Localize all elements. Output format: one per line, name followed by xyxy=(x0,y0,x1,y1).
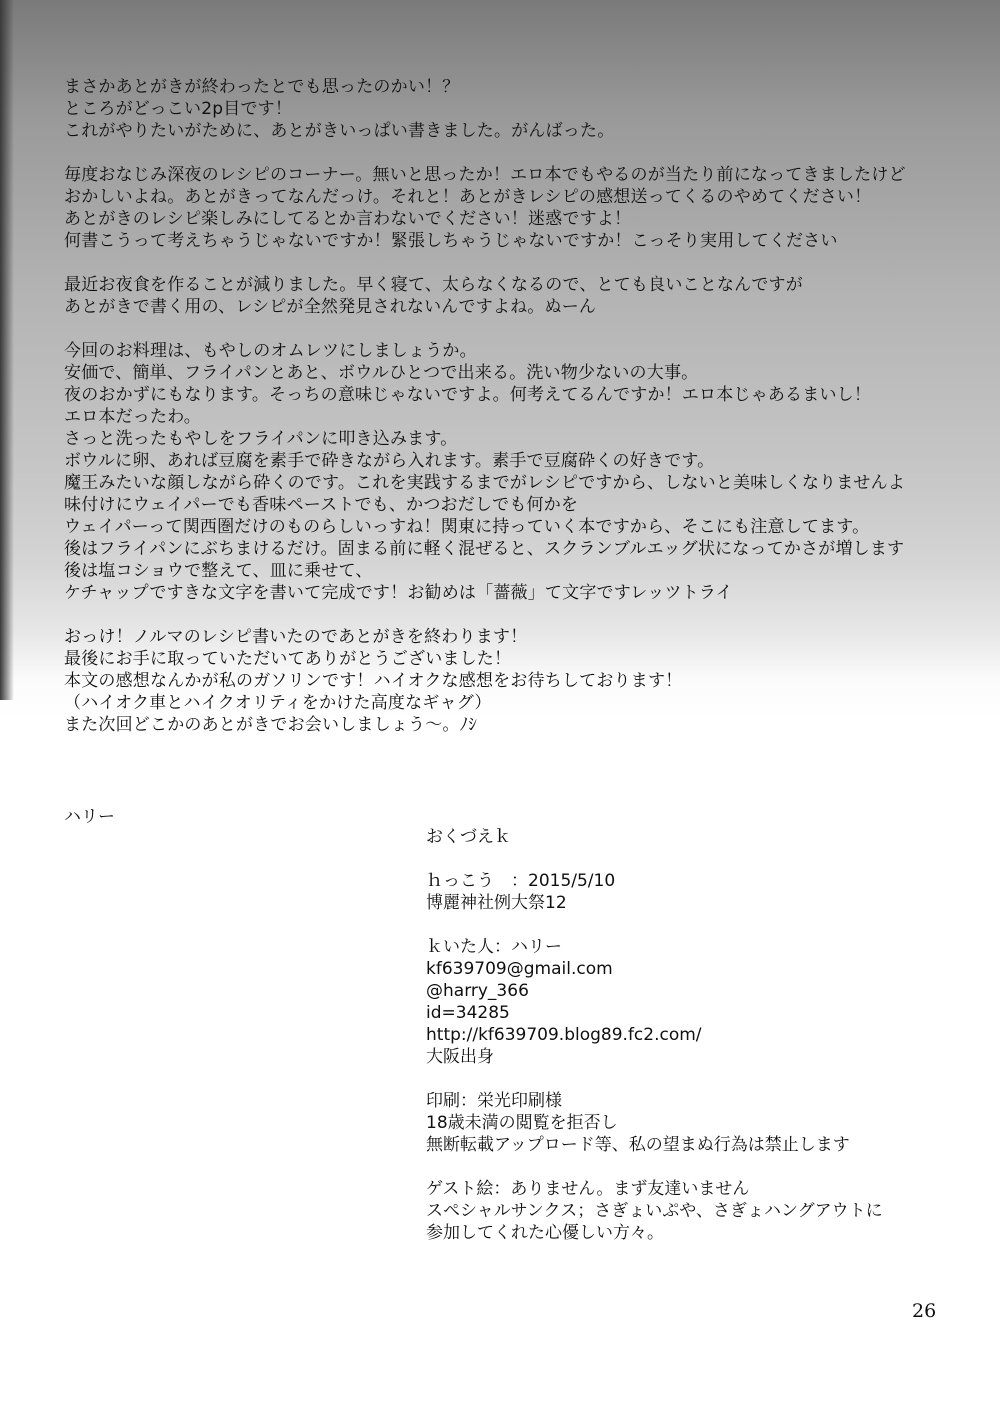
text-line: 最近お夜食を作ることが減りました。早く寝て、太らなくなるので、とても良いことなんですが xyxy=(64,275,803,295)
text-line: 本文の感想なんかが私のガソリンです！ハイオクな感想をお待ちしております！ xyxy=(64,671,683,691)
page-number: 26 xyxy=(912,1300,937,1322)
text-line: 何書こうって考えちゃうじゃないですか！緊張しちゃうじゃないですか！こっそり実用してください xyxy=(64,231,838,251)
text-line: さっと洗ったもやしをフライパンに叩き込みます。 xyxy=(64,429,458,449)
text-line: ところがどっこい2p目です！ xyxy=(64,99,293,119)
age-notice: 18歳未満の閲覧を拒否し xyxy=(426,1113,618,1133)
text-line: （ハイオク車とハイクオリティをかけた高度なギャグ） xyxy=(64,693,492,713)
text-line: 最後にお手に取っていただいてありがとうございました！ xyxy=(64,649,512,669)
special-thanks-continued: 参加してくれた心優しい方々。 xyxy=(426,1223,664,1243)
text-line: これがやりたいがために、あとがきいっぱい書きました。がんばった。 xyxy=(64,121,615,141)
printer-credit: 印刷：栄光印刷様 xyxy=(426,1091,562,1111)
email-address: kf639709@gmail.com xyxy=(426,959,613,979)
text-line: ケチャップですきな文字を書いて完成です！お勧めは「薔薇」て文字ですレッツトライ xyxy=(64,583,733,603)
afterword-paragraph xyxy=(64,164,964,252)
text-line: 後はフライパンにぶちまけるだけ。固まる前に軽く混ぜると、スクランブルエッグ状になってかさが増します xyxy=(64,539,905,559)
text-line: ボウルに卵、あれば豆腐を素手で砕きながら入れます。素手で豆腐砕くの好きです。 xyxy=(64,451,715,471)
afterword-text xyxy=(64,76,964,736)
colophon xyxy=(426,826,946,1244)
text-line: まさかあとがきが終わったとでも思ったのかい！？ xyxy=(64,77,460,97)
text-line: エロ本だったわ。 xyxy=(64,407,201,427)
guest-art-note: ゲスト絵：ありません。まず友達いません xyxy=(426,1179,750,1199)
text-line: 夜のおかずにもなります。そっちの意味じゃないですよ。何考えてるんですか！エロ本じゃあるまいし！ xyxy=(64,385,872,405)
book-title: おくづえｋ xyxy=(426,827,511,847)
text-line: 毎度おなじみ深夜のレシピのコーナー。無いと思ったか！エロ本でもやるのが当たり前になってきましたけど xyxy=(64,165,906,185)
event-name: 博麗神社例大祭12 xyxy=(426,893,567,913)
scan-edge-shadow xyxy=(0,0,14,700)
text-line: あとがきで書く用の、レシピが全然発見されないんですよね。ぬーん xyxy=(64,297,597,317)
text-line: また次回どこかのあとがきでお会いしましょう～。ﾉｼ xyxy=(64,715,477,735)
text-line: 安価で、簡単、フライパンとあと、ボウルひとつで出来る。洗い物少ないの大事。 xyxy=(64,363,699,383)
recipe-paragraph xyxy=(64,340,964,604)
author-credit: ｋいた人：ハリー xyxy=(426,937,562,957)
text-line: おかしいよね。あとがきってなんだっけ。それと！あとがきレシピの感想送ってくるのやめてください！ xyxy=(64,187,872,207)
author-signature: ハリー xyxy=(64,807,115,827)
origin: 大阪出身 xyxy=(426,1047,494,1067)
afterword-paragraph xyxy=(64,76,964,142)
text-line: ウェイパーって関西圏だけのものらしいっすね！関東に持っていく本ですから、そこにも注意してます。 xyxy=(64,517,870,537)
blog-url: http://kf639709.blog89.fc2.com/ xyxy=(426,1025,702,1045)
afterword-paragraph xyxy=(64,274,964,318)
copyright-notice: 無断転載アップロード等、私の望まぬ行為は禁止します xyxy=(426,1135,850,1155)
special-thanks: スペシャルサンクス；さぎょいぷや、さぎょハングアウトに xyxy=(426,1201,883,1221)
closing-paragraph xyxy=(64,626,964,736)
twitter-handle: @harry_366 xyxy=(426,981,529,1001)
text-line: 味付けにウェイパーでも香味ペーストでも、かつおだしでも何かを xyxy=(64,495,579,515)
issue-date: ｈっこう ：2015/5/10 xyxy=(426,871,616,891)
text-line: 今回のお料理は、もやしのオムレツにしましょうか。 xyxy=(64,341,477,361)
text-line: 魔王みたいな顔しながら砕くのです。これを実践するまでがレシピですから、しないと美味しくなりませんよ xyxy=(64,473,906,493)
text-line: 後は塩コショウで整えて、皿に乗せて、 xyxy=(64,561,373,581)
text-line: あとがきのレシピ楽しみにしてるとか言わないでください！迷惑ですよ！ xyxy=(64,209,632,229)
pixiv-id: id=34285 xyxy=(426,1003,510,1023)
text-line: おっけ！ノルマのレシピ書いたのであとがきを終わります！ xyxy=(64,627,528,647)
